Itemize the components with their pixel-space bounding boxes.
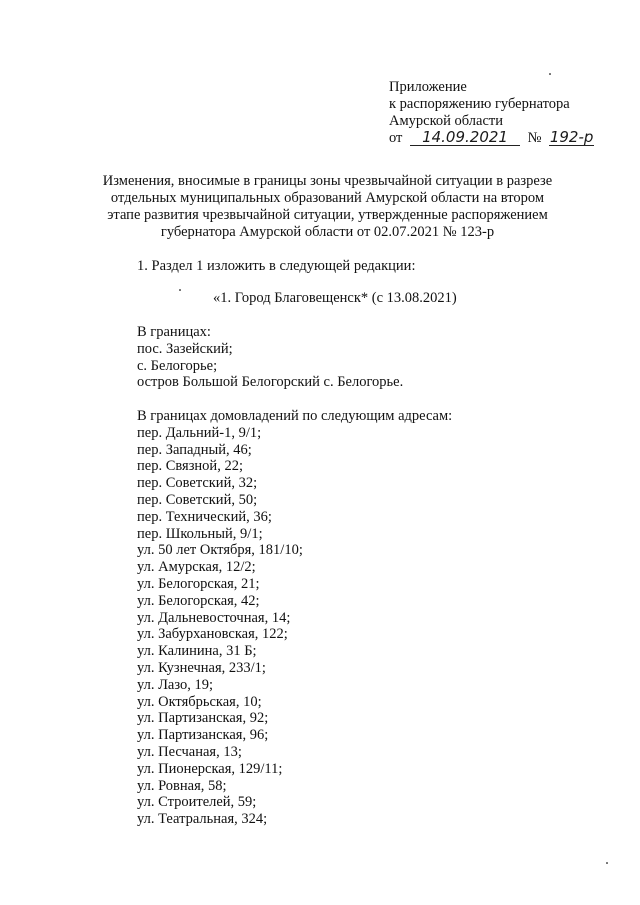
appendix-title: Приложение [389, 79, 467, 95]
list-item: ул. Партизанская, 96; [137, 727, 269, 744]
boundaries-label: В границах: [137, 324, 211, 340]
list-item: ул. Амурская, 12/2; [137, 559, 256, 576]
list-item: ул. Песчаная, 13; [137, 743, 242, 760]
appendix-region-line: Амурской области [389, 113, 503, 129]
list-item: ул. 50 лет Октября, 181/10; [137, 542, 303, 559]
handwritten-number: 192-р [549, 128, 594, 146]
appendix-block [389, 79, 619, 147]
list-item: пос. Зазейский; [137, 340, 233, 357]
scan-speck [549, 73, 551, 75]
list-item: ул. Партизанская, 92; [137, 710, 269, 727]
appendix-date-number-line [389, 130, 619, 147]
document-heading: Изменения, вносимые в границы зоны чрезвычайной ситуации в разрезе отдельных муниципальных образований Амурской области на втором этапе развития чрезвычайной ситуации, утвержденные распоряжением губернатора Амурской области от 02.07.2021 № 123-р [102, 173, 553, 240]
appendix-order-line: к распоряжению губернатора [389, 96, 570, 112]
households-label: В границах домовладений по следующим адресам: [137, 407, 453, 424]
list-item: с. Белогорье; [137, 357, 218, 374]
list-item: ул. Забурхановская, 122; [137, 626, 288, 643]
list-item: пер. Западный, 46; [137, 441, 252, 458]
list-item: ул. Лазо, 19; [137, 676, 214, 693]
list-item: пер. Связной, 22; [137, 458, 243, 475]
list-item: ул. Белогорская, 42; [137, 592, 260, 609]
list-item: ул. Белогорская, 21; [137, 575, 260, 592]
list-item: пер. Технический, 36; [137, 508, 272, 525]
list-item: ул. Калинина, 31 Б; [137, 643, 257, 660]
list-item: пер. Советский, 50; [137, 491, 258, 508]
list-item: пер. Школьный, 9/1; [137, 525, 263, 542]
item-1-instruction: 1. Раздел 1 изложить в следующей редакции: [137, 258, 416, 274]
list-item: ул. Строителей, 59; [137, 794, 257, 811]
list-item: ул. Дальневосточная, 14; [137, 609, 291, 626]
list-item: остров Большой Белогорский с. Белогорье. [137, 374, 404, 391]
list-item: пер. Советский, 32; [137, 475, 258, 492]
list-item: ул. Октябрьская, 10; [137, 693, 262, 710]
spacer [137, 391, 597, 408]
list-item: ул. Театральная, 324; [137, 811, 268, 828]
scan-speck [179, 289, 181, 291]
list-item: ул. Кузнечная, 233/1; [137, 659, 266, 676]
scan-speck [606, 862, 608, 864]
list-item: ул. Ровная, 58; [137, 777, 227, 794]
handwritten-date: 14.09.2021 [410, 130, 520, 146]
list-item: пер. Дальний-1, 9/1; [137, 424, 262, 441]
list-item: ул. Пионерская, 129/11; [137, 760, 283, 777]
number-prefix: № [527, 130, 542, 146]
address-list [137, 324, 597, 828]
section-title: «1. Город Благовещенск* (с 13.08.2021) [213, 290, 457, 306]
date-prefix: от [389, 130, 403, 146]
